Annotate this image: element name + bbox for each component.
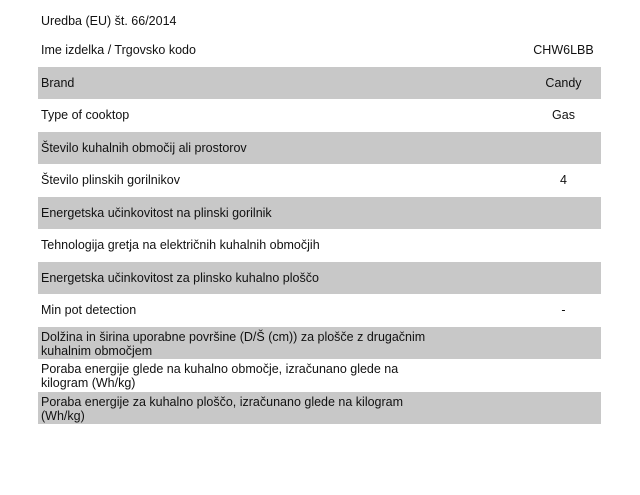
table-row: [38, 262, 601, 295]
table-row: [38, 229, 601, 262]
row-value: Gas: [552, 108, 575, 123]
row-label: Dolžina in širina uporabne površine (D/Š (cm)) za plošče z drugačnim kuhalnim območjem: [41, 329, 426, 358]
table-row: [38, 99, 601, 132]
row-label: Poraba energije za kuhalno ploščo, izračunano glede na kilogram (Wh/kg): [41, 394, 404, 423]
table-row: [38, 67, 601, 100]
row-label: Energetska učinkovitost na plinski gorilnik: [41, 205, 272, 220]
table-row: [38, 392, 601, 425]
row-label: Število kuhalnih območij ali prostorov: [41, 140, 247, 155]
row-label: Tehnologija gretja na električnih kuhalnih območjih: [41, 238, 320, 253]
document-title: Uredba (EU) št. 66/2014: [41, 14, 177, 28]
row-label: Min pot detection: [41, 303, 137, 318]
row-label: Energetska učinkovitost za plinsko kuhalno ploščo: [41, 270, 319, 285]
table-row: [38, 359, 601, 392]
table-row: [38, 34, 601, 67]
row-label: Ime izdelka / Trgovsko kodo: [41, 43, 196, 58]
row-label: Poraba energije glede na kuhalno območje, izračunano glede na kilogram (Wh/kg): [41, 362, 399, 390]
row-label: Type of cooktop: [41, 108, 130, 123]
table-row: [38, 132, 601, 165]
row-value: Candy: [545, 75, 582, 90]
table-row: [38, 327, 601, 360]
row-value: 4: [560, 173, 567, 188]
row-value: CHW6LBB: [533, 43, 594, 58]
table-row: [38, 197, 601, 230]
spec-table: [38, 34, 601, 424]
row-value: -: [561, 303, 566, 318]
table-row: [38, 164, 601, 197]
table-row: [38, 294, 601, 327]
row-label: Brand: [41, 75, 75, 90]
row-label: Število plinskih gorilnikov: [41, 173, 180, 188]
